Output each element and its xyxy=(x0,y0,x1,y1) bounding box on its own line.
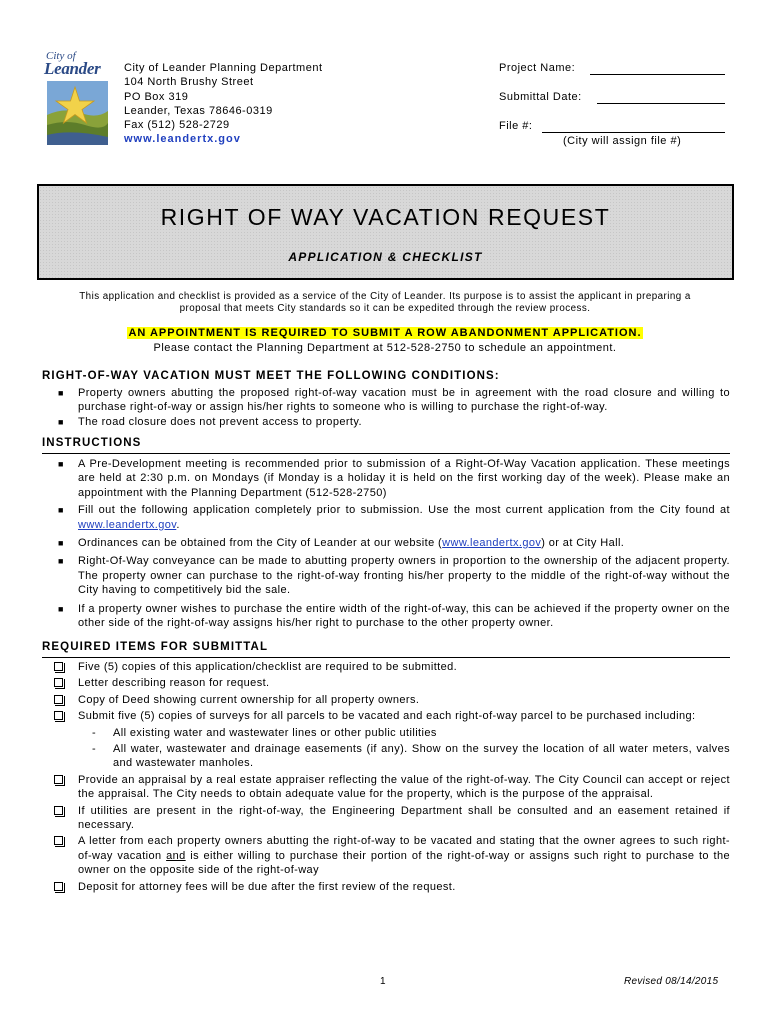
file-number-field[interactable] xyxy=(499,120,532,132)
instructions-rule xyxy=(42,453,730,454)
list-item: ■ Property owners abutting the proposed right-of-way vacation must be in agreement with the road closure and willing to purchase right-of-way or assign his/her rights to someone who is willing to purchase the right-of-way. xyxy=(58,387,730,414)
checkbox-icon[interactable] xyxy=(54,806,63,815)
checklist-item[interactable]: Five (5) copies of this application/checklist are required to be submitted. xyxy=(54,660,730,674)
appointment-contact: Please contact the Planning Department at 512-528-2750 to schedule an appointment. xyxy=(153,342,617,354)
project-name-label: Project Name: xyxy=(499,62,576,74)
bullet-icon: ■ xyxy=(58,556,64,567)
file-number-note: (City will assign file #) xyxy=(563,135,682,147)
checkbox-icon[interactable] xyxy=(54,775,63,784)
required-heading: REQUIRED ITEMS FOR SUBMITTAL xyxy=(42,641,269,653)
sub-item: - All water, wastewater and drainage easements (if any). Show on the survey the location of all water meters, valves and wastewater manholes. xyxy=(92,743,730,770)
project-name-line xyxy=(590,74,725,75)
list-item: ■ If a property owner wishes to purchase the entire width of the right-of-way, this can be achieved if the property owner on the other side of the right-of-way assigns his/her right to purchase to the other property owner. xyxy=(58,602,730,630)
list-item: ■ The road closure does not prevent access to property. xyxy=(58,415,362,428)
required-list xyxy=(54,660,730,894)
bullet-icon: ■ xyxy=(58,459,64,469)
bullet-icon: ■ xyxy=(58,603,64,614)
address-line: 104 North Brushy Street xyxy=(124,76,254,89)
file-number-label: File #: xyxy=(499,120,533,132)
department-address xyxy=(124,61,323,147)
conditions-list xyxy=(58,386,730,429)
list-item: ■ Ordinances can be obtained from the City of Leander at our website (www.leandertx.gov) or at City Hall. xyxy=(58,537,625,550)
address-line: PO Box 319 xyxy=(124,90,189,103)
intro-text xyxy=(40,291,730,316)
title-box xyxy=(37,184,734,280)
instructions-list xyxy=(58,457,730,630)
intro-line: proposal that meets City standards so it can be expedited through the review process. xyxy=(179,303,591,315)
instructions-heading: INSTRUCTIONS xyxy=(42,437,142,449)
bullet-icon: ■ xyxy=(58,505,64,516)
checkbox-icon[interactable] xyxy=(54,836,63,845)
bullet-icon: ■ xyxy=(58,416,64,427)
required-rule xyxy=(42,657,730,658)
city-logo xyxy=(44,51,112,148)
website-link[interactable]: www.leandertx.gov xyxy=(442,537,542,550)
website-link[interactable]: www.leandertx.gov xyxy=(124,133,241,146)
website-link[interactable]: www.leandertx.gov xyxy=(78,518,177,531)
address-line: City of Leander Planning Department xyxy=(124,62,323,74)
file-number-line xyxy=(542,132,725,133)
revision-date: Revised 08/14/2015 xyxy=(624,976,719,987)
checkbox-icon[interactable] xyxy=(54,695,63,704)
page-subtitle: APPLICATION & CHECKLIST xyxy=(288,250,483,264)
checklist-item[interactable]: Letter describing reason for request. xyxy=(54,676,730,690)
submittal-date-line xyxy=(597,103,725,104)
checkbox-icon[interactable] xyxy=(54,882,63,891)
appointment-notice xyxy=(40,326,730,356)
checkbox-icon[interactable] xyxy=(54,711,63,720)
logo-city-text: City of xyxy=(46,50,76,62)
checklist-item[interactable]: Deposit for attorney fees will be due after the first review of the request. xyxy=(54,880,730,894)
star-landscape-icon xyxy=(47,81,108,145)
bullet-icon: ■ xyxy=(58,388,64,398)
logo-name-text: Leander xyxy=(44,59,101,78)
address-line: Leander, Texas 78646-0319 xyxy=(124,104,273,117)
address-line: Fax (512) 528-2729 xyxy=(124,119,230,132)
submittal-date-label: Submittal Date: xyxy=(499,91,582,103)
list-item: ■ Fill out the following application completely prior to submission. Use the most current application from the City found at www.leandertx.gov. xyxy=(58,504,730,531)
checklist-item[interactable]: A letter from each property owners abutting the right-of-way to be vacated and stating that the owner agrees to such right-of-way vacation and is either willing to purchase their portion of the right-of-way or assigns such right to purchase to the owner on the opposite side of the right-of-way xyxy=(54,834,730,877)
checklist-item[interactable]: Copy of Deed showing current ownership for all property owners. xyxy=(54,693,730,707)
appointment-highlight: AN APPOINTMENT IS REQUIRED TO SUBMIT A ROW ABANDONMENT APPLICATION. xyxy=(128,327,642,339)
sub-item: - All existing water and wastewater lines or other public utilities xyxy=(92,726,437,739)
project-name-field[interactable] xyxy=(499,62,575,74)
bullet-icon: ■ xyxy=(58,538,64,549)
checkbox-icon[interactable] xyxy=(54,678,63,687)
checklist-item[interactable]: Provide an appraisal by a real estate appraiser reflecting the value of the right-of-way. The City Council can accept or reject the appraisal. The City needs to obtain adequate value for the property, which is the purpose of the appraisal. xyxy=(54,773,730,802)
list-item: ■ A Pre-Development meeting is recommended prior to submission of a Right-Of-Way Vacation application. These meetings are held at 2:30 p.m. on Mondays (if Monday is a holiday it is held on the first working day of the week). Please make an appointment with the Planning Department (512-528-2750) xyxy=(58,458,730,499)
conditions-heading: RIGHT-OF-WAY VACATION MUST MEET THE FOLLOWING CONDITIONS: xyxy=(42,370,500,382)
checkbox-icon[interactable] xyxy=(54,662,63,671)
checklist-item[interactable]: If utilities are present in the right-of-way, the Engineering Department shall be consulted and an easement retained if necessary. xyxy=(54,804,730,833)
list-item: ■ Right-Of-Way conveyance can be made to abutting property owners in proportion to the ownership of the adjacent property. The property owner can purchase to the right-of-way fronting his/her property to the middle of the right-of-way without the City having to competitively bid the sale. xyxy=(58,555,730,597)
submittal-date-field[interactable] xyxy=(499,91,582,103)
intro-line: This application and checklist is provided as a service of the City of Leander. Its purpose is to assist the applicant in preparing a xyxy=(79,291,691,302)
page-title: RIGHT OF WAY VACATION REQUEST xyxy=(160,204,611,230)
page-number: 1 xyxy=(380,976,386,987)
checklist-item[interactable]: Submit five (5) copies of surveys for all parcels to be vacated and each right-of-way parcel to be purchased including: xyxy=(54,709,730,723)
